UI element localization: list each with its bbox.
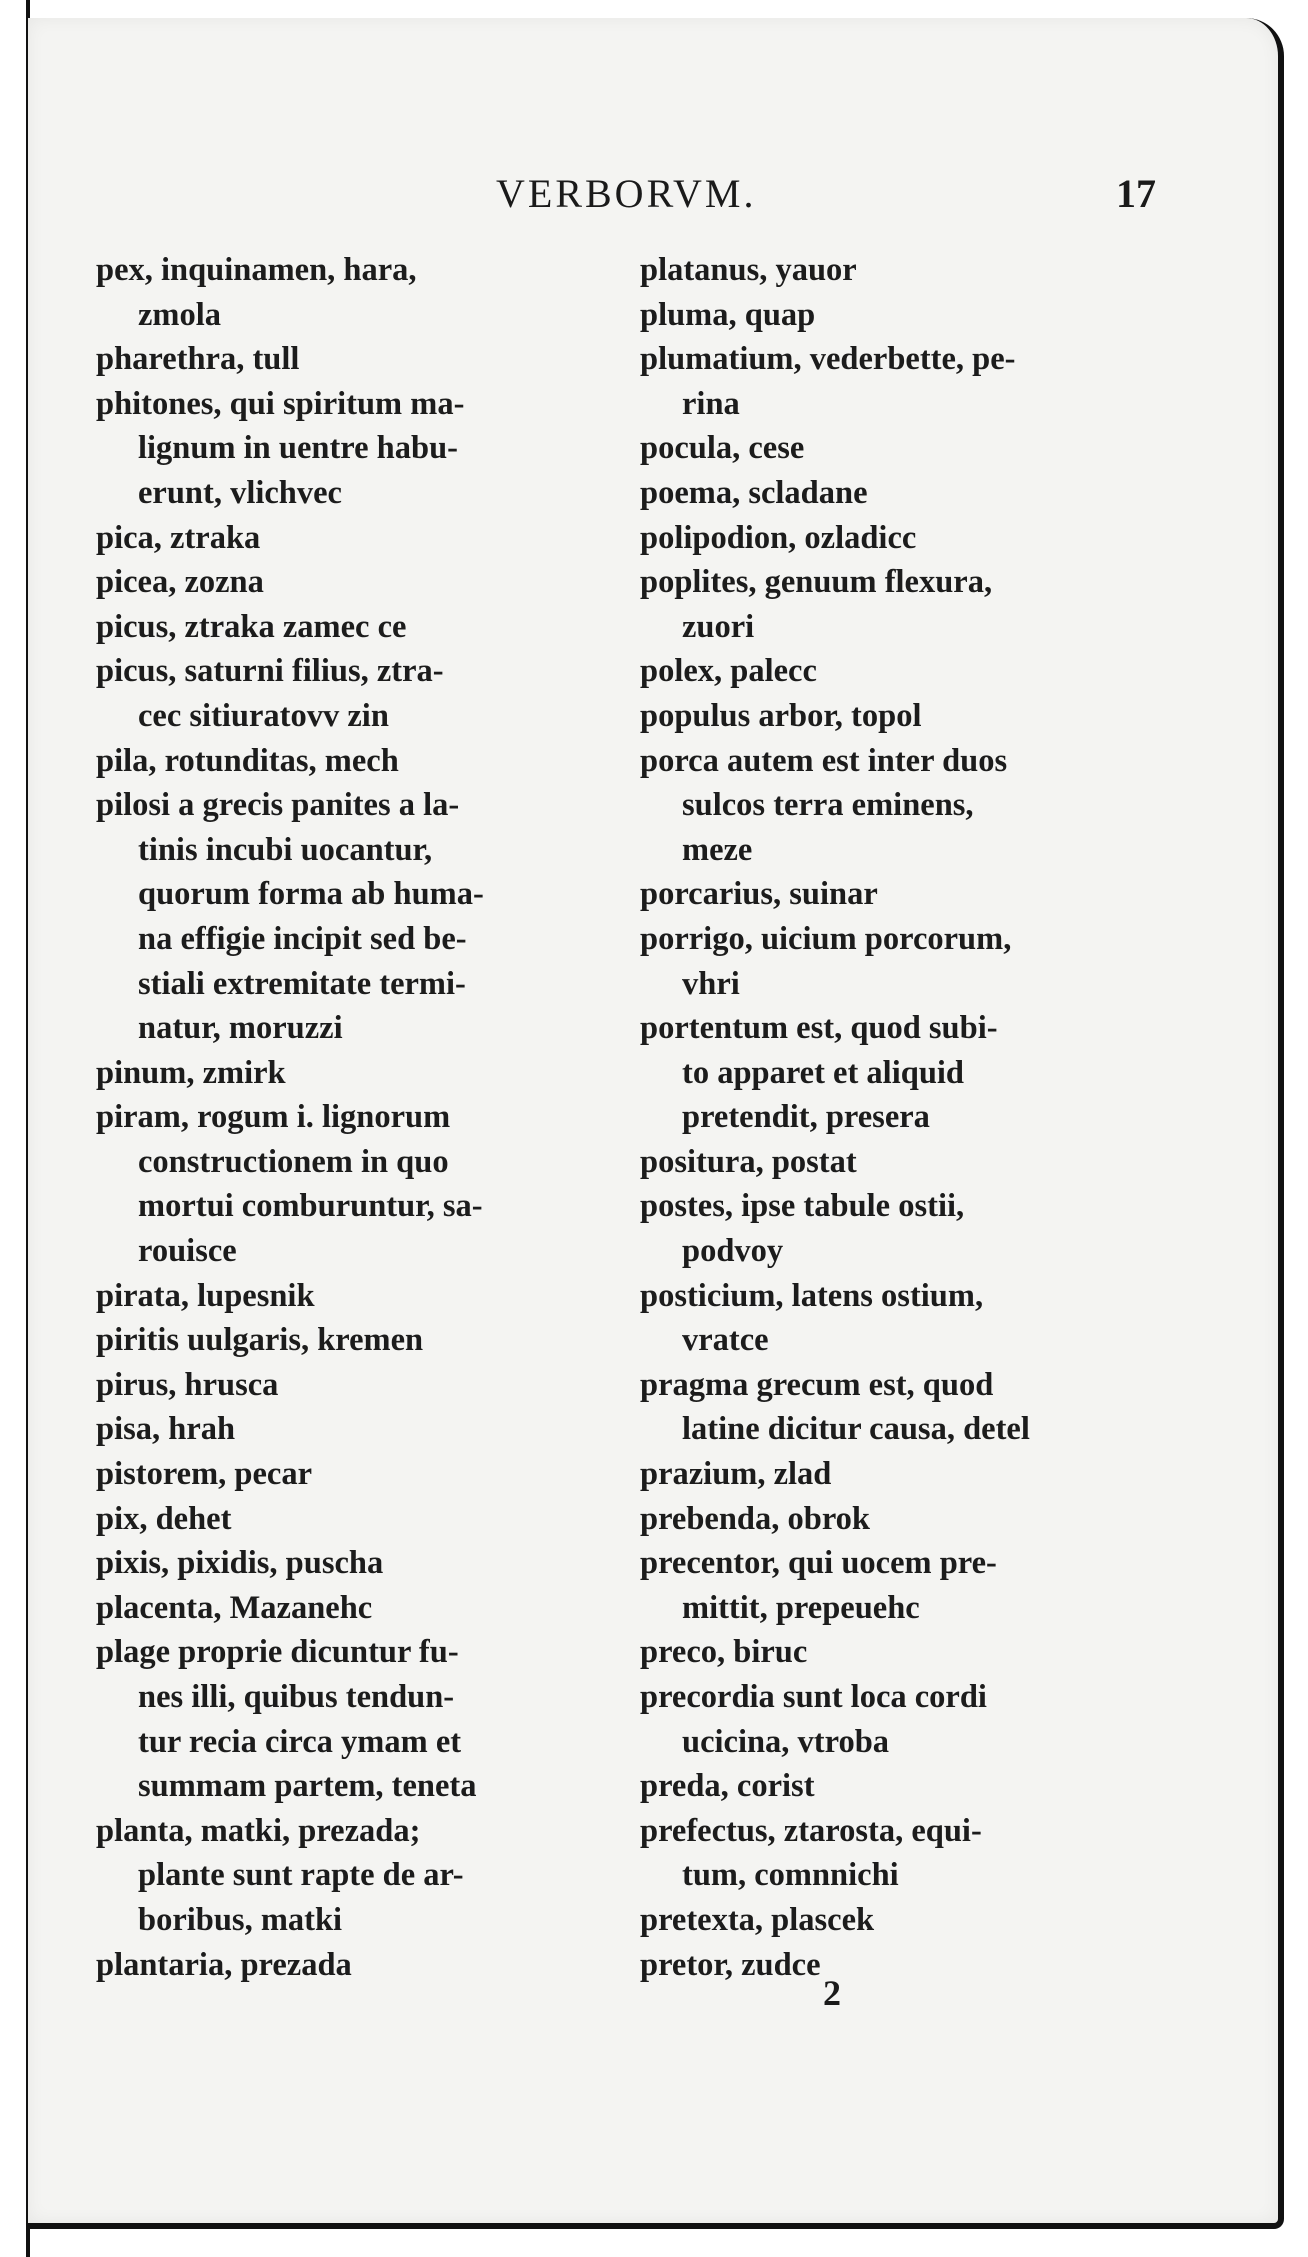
entry-line: poema, scladane (640, 474, 868, 511)
entry-line: postes, ipse tabule ostii, (640, 1188, 965, 1225)
entry-line: pragma grecum est, quod (640, 1366, 994, 1403)
entry-line: porca autem est inter duos (640, 742, 1008, 779)
entry-line: pretexta, plascek (640, 1901, 875, 1938)
entry-continuation-line: quorum forma ab huma- (138, 876, 484, 913)
right-column (640, 248, 1140, 1987)
entry-line: picus, saturni filius, ztra- (96, 653, 444, 690)
entry-line: pirata, lupesnik (96, 1277, 315, 1314)
entry-line: precordia sunt loca cordi (640, 1679, 987, 1715)
entry-line: picus, ztraka zamec ce (96, 608, 407, 645)
entry-continuation-line: zmola (138, 296, 222, 333)
entry-line: pharethra, tull (96, 341, 300, 378)
entry-line: plage proprie dicuntur fu- (96, 1634, 459, 1671)
entry-continuation-line: rouisce (138, 1233, 237, 1270)
entry-line: phitones, qui spiritum ma- (96, 385, 465, 422)
signature-mark: 2 (823, 1973, 841, 2013)
entry-continuation-line: ucicina, vtroba (682, 1723, 890, 1760)
entry-continuation-line: vratce (682, 1322, 769, 1359)
entry-line: populus arbor, topol (640, 697, 922, 734)
entry-line: pinum, zmirk (96, 1054, 286, 1091)
running-head-title: VERBORVM. (496, 171, 757, 216)
entry-line: plumatium, vederbette, pe- (640, 341, 1016, 378)
entry-line: picea, zozna (96, 564, 264, 601)
entry-line: pisa, hrah (96, 1411, 236, 1448)
entry-continuation-line: latine dicitur causa, detel (682, 1411, 1030, 1448)
entry-continuation-line: tinis incubi uocantur, (138, 831, 433, 868)
entry-line: platanus, yauor (640, 252, 857, 288)
entry-line: positura, postat (640, 1143, 857, 1180)
entry-continuation-line: to apparet et aliquid (682, 1054, 964, 1091)
entry-line: pirus, hrusca (96, 1366, 279, 1403)
entry-line: preda, corist (640, 1768, 815, 1805)
entry-continuation-line: lignum in uentre habu- (138, 430, 458, 467)
entry-continuation-line: boribus, matki (138, 1901, 343, 1938)
entry-line: porcarius, suinar (640, 876, 878, 913)
entry-continuation-line: natur, moruzzi (138, 1010, 343, 1047)
entry-line: pilosi a grecis panites a la- (96, 787, 460, 824)
entry-continuation-line: meze (682, 831, 753, 868)
entry-line: portentum est, quod subi- (640, 1010, 998, 1047)
entry-line: piritis uulgaris, kremen (96, 1322, 424, 1359)
entry-continuation-line: podvoy (682, 1233, 784, 1270)
entry-line: pex, inquinamen, hara, (96, 252, 417, 288)
entry-continuation-line: mortui comburuntur, sa- (138, 1188, 483, 1225)
entry-line: porrigo, uicium porcorum, (640, 920, 1012, 957)
entry-line: pretor, zudce (640, 1946, 821, 1983)
entry-continuation-line: pretendit, presera (682, 1099, 930, 1136)
entry-continuation-line: tum, comnnichi (682, 1857, 899, 1894)
entry-line: preco, biruc (640, 1634, 808, 1671)
entry-line: polex, palecc (640, 653, 817, 690)
running-head (28, 170, 1278, 220)
entry-continuation-line: tur recia circa ymam et (138, 1723, 462, 1760)
entry-line: piram, rogum i. lignorum (96, 1099, 451, 1136)
entry-line: prazium, zlad (640, 1456, 832, 1493)
entry-line: prebenda, obrok (640, 1500, 870, 1537)
entry-line: pocula, cese (640, 430, 805, 467)
entry-line: planta, matki, prezada; (96, 1812, 421, 1849)
entry-continuation-line: nes illi, quibus tendun- (138, 1679, 455, 1715)
entry-continuation-line: na effigie incipit sed be- (138, 920, 467, 957)
entry-line: posticium, latens ostium, (640, 1277, 984, 1314)
entry-line: pix, dehet (96, 1500, 232, 1537)
entry-continuation-line: summam partem, teneta (138, 1768, 477, 1805)
entry-line: pluma, quap (640, 296, 816, 333)
entry-line: plantaria, prezada (96, 1946, 352, 1983)
entry-line: poplites, genuum flexura, (640, 564, 993, 601)
entry-continuation-line: rina (682, 385, 740, 422)
entry-line: precentor, qui uocem pre- (640, 1545, 997, 1582)
entry-line: polipodion, ozladicc (640, 519, 917, 556)
entry-line: placenta, Mazanehc (96, 1589, 373, 1626)
entry-continuation-line: sulcos terra eminens, (682, 787, 974, 824)
entry-line: pila, rotunditas, mech (96, 742, 399, 779)
entry-line: pixis, pixidis, puscha (96, 1545, 384, 1582)
entry-continuation-line: cec sitiuratovv zin (138, 697, 389, 734)
entry-continuation-line: plante sunt rapte de ar- (138, 1857, 464, 1894)
entry-line: prefectus, ztarosta, equi- (640, 1812, 982, 1849)
entry-continuation-line: constructionem in quo (138, 1143, 449, 1180)
entry-continuation-line: erunt, vlichvec (138, 474, 342, 511)
binding-edge (0, 0, 30, 2257)
entry-continuation-line: mittit, prepeuehc (682, 1589, 920, 1626)
page-number: 17 (1116, 171, 1156, 216)
left-column (96, 248, 616, 1987)
entry-line: pistorem, pecar (96, 1456, 313, 1493)
entry-line: pica, ztraka (96, 519, 261, 556)
entry-continuation-line: stiali extremitate termi- (138, 965, 466, 1002)
entry-continuation-line: zuori (682, 608, 755, 645)
entry-continuation-line: vhri (682, 965, 740, 1002)
